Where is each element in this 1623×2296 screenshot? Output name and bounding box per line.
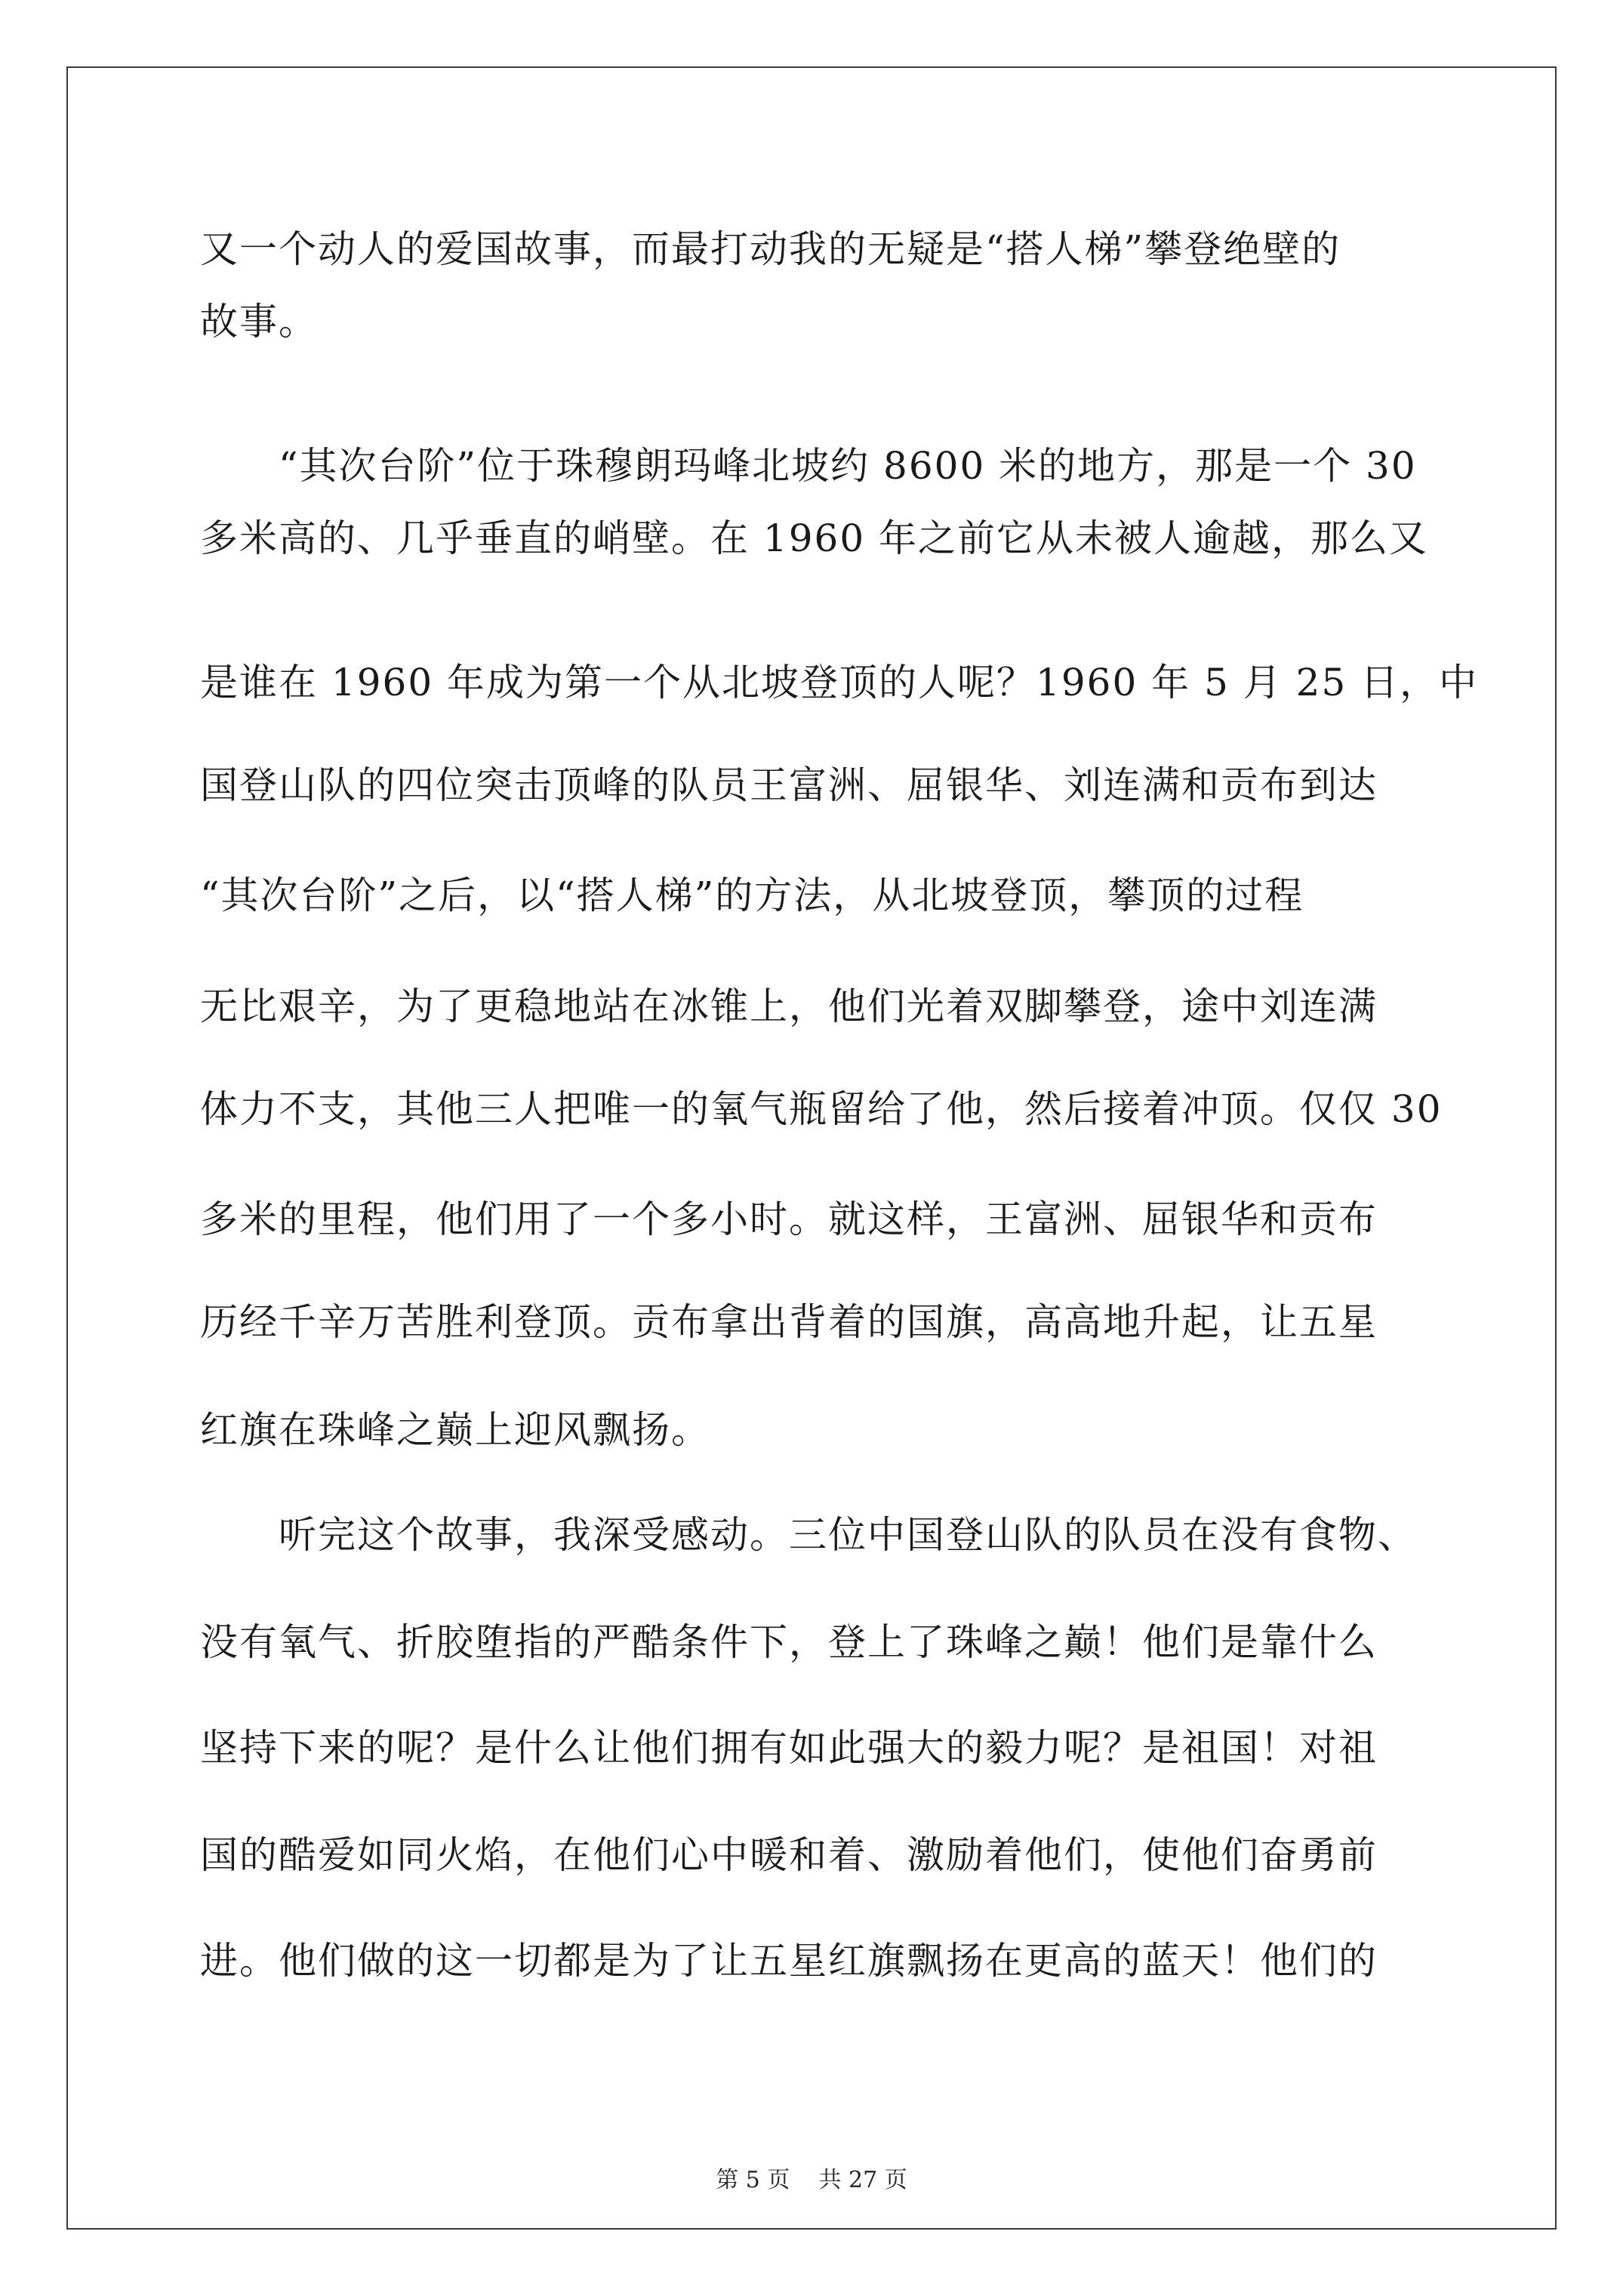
text-line: 历经千辛万苦胜利登顶。贡布拿出背着的国旗，高高地升起，让五星	[200, 1300, 1378, 1344]
text-line: 多米的里程，他们用了一个多小时。就这样，王富洲、屈银华和贡布	[200, 1197, 1378, 1241]
page-number-footer: 第 5 页 共 27 页	[716, 2167, 907, 2193]
text-line: 听完这个故事，我深受感动。三位中国登山队的队员在没有食物、	[200, 1513, 1417, 1557]
text-line: 进。他们做的这一切都是为了让五星红旗飘扬在更高的蓝天！他们的	[200, 1939, 1378, 1983]
text-line: 国的酷爱如同火焰，在他们心中暖和着、激励着他们，使他们奋勇前	[200, 1833, 1378, 1877]
text-line: “其次台阶”之后，以“搭人梯”的方法，从北坡登顶，攀顶的过程	[200, 874, 1304, 917]
text-line: 国登山队的四位突击顶峰的队员王富洲、屈银华、刘连满和贡布到达	[200, 763, 1378, 807]
text-line: 多米高的、几乎垂直的峭壁。在 1960 年之前它从未被人逾越，那么又	[200, 516, 1429, 560]
text-line: 坚持下来的呢？是什么让他们拥有如此强大的毅力呢？是祖国！对祖	[200, 1726, 1378, 1770]
text-line: 红旗在珠峰之巅上迎风飘扬。	[200, 1408, 710, 1452]
text-line: 无比艰辛，为了更稳地站在冰锥上，他们光着双脚攀登，途中刘连满	[200, 985, 1378, 1028]
text-line: 是谁在 1960 年成为第一个从北坡登顶的人呢？1960 年 5 月 25 日，中	[200, 661, 1479, 704]
text-line: 体力不支，其他三人把唯一的氧气瓶留给了他，然后接着冲顶。仅仅 30	[200, 1087, 1443, 1131]
text-line: 故事。	[200, 300, 318, 344]
text-line: “其次台阶”位于珠穆朗玛峰北坡约 8600 米的地方，那是一个 30	[200, 444, 1417, 488]
page-border	[66, 66, 1557, 2230]
text-line: 没有氧气、折胶堕指的严酷条件下，登上了珠峰之巅！他们是靠什么	[200, 1620, 1378, 1664]
text-line: 又一个动人的爱国故事，而最打动我的无疑是“搭人梯”攀登绝壁的	[200, 227, 1341, 271]
